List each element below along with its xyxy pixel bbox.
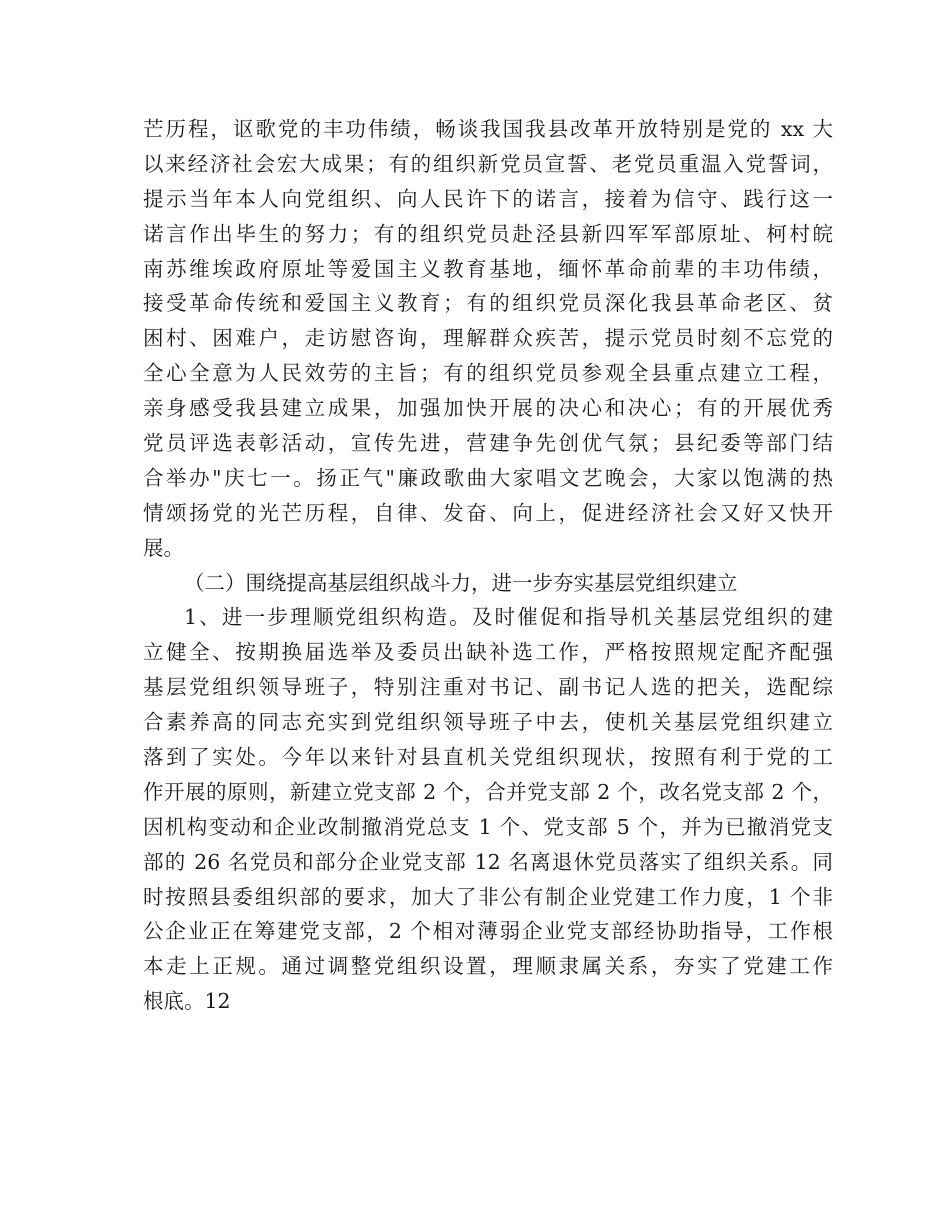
text-line: 以来经济社会宏大成果；有的组织新党员宣誓、老党员重温入党誓词， — [143, 151, 833, 176]
body-text — [143, 112, 833, 1019]
text-line: 南苏维埃政府原址等爱国主义教育基地，缅怀革命前辈的丰功伟绩， — [143, 256, 833, 281]
text-line: 公企业正在筹建党支部，2 个相对薄弱企业党支部经协助指导，工作根 — [143, 919, 833, 944]
paragraph-end-line: 根底。12 — [143, 989, 231, 1014]
text-line: 时按照县委组织部的要求，加大了非公有制企业党建工作力度，1 个非 — [143, 884, 833, 909]
text-line: 本走上正规。通过调整党组织设置，理顺隶属关系，夯实了党建工作 — [143, 954, 833, 979]
text-line: 党员评选表彰活动，宣传先进，营建争先创优气氛；县纪委等部门结 — [143, 431, 833, 456]
text-line: 提示当年本人向党组织、向人民许下的诺言，接着为信守、践行这一 — [143, 186, 833, 211]
text-line: 合素养高的同志充实到党组织领导班子中去，使机关基层党组织建立 — [143, 710, 833, 735]
text-line: 作开展的原则，新建立党支部 2 个，合并党支部 2 个，改名党支部 2 个， — [143, 779, 833, 804]
text-line: 合举办"庆七一。扬正气"廉政歌曲大家唱文艺晚会，大家以饱满的热 — [143, 465, 833, 490]
paragraph-end-line: 展。 — [143, 535, 184, 560]
paragraph-first-line: 1、进一步理顺党组织构造。及时催促和指导机关基层党组织的建 — [184, 605, 833, 630]
text-line: 诺言作出毕生的努力；有的组织党员赴泾县新四军军部原址、柯村皖 — [143, 221, 833, 246]
text-line: 接受革命传统和爱国主义教育；有的组织党员深化我县革命老区、贫 — [143, 291, 833, 316]
text-line: 亲身感受我县建立成果，加强加快开展的决心和决心；有的开展优秀 — [143, 396, 833, 421]
text-line: 因机构变动和企业改制撤消党总支 1 个、党支部 5 个，并为已撤消党支 — [143, 814, 833, 839]
text-line: 困村、困难户，走访慰咨询，理解群众疾苦，提示党员时刻不忘党的 — [143, 326, 833, 351]
text-line: 部的 26 名党员和部分企业党支部 12 名离退休党员落实了组织关系。同 — [143, 849, 833, 874]
text-line: 芒历程，讴歌党的丰功伟绩，畅谈我国我县改革开放特别是党的 xx 大 — [143, 117, 833, 141]
section-heading: （二）围绕提高基层组织战斗力，进一步夯实基层党组织建立 — [184, 570, 738, 595]
text-line: 落到了实处。今年以来针对县直机关党组织现状，按照有利于党的工 — [143, 745, 833, 770]
text-line: 全心全意为人民效劳的主旨；有的组织党员参观全县重点建立工程， — [143, 361, 833, 386]
text-line: 立健全、按期换届选举及委员出缺补选工作，严格按照规定配齐配强 — [143, 640, 833, 665]
text-line: 情颂扬党的光芒历程，自律、发奋、向上，促进经济社会又好又快开 — [143, 500, 833, 525]
text-line: 基层党组织领导班子，特别注重对书记、副书记人选的把关，选配综 — [143, 675, 833, 700]
